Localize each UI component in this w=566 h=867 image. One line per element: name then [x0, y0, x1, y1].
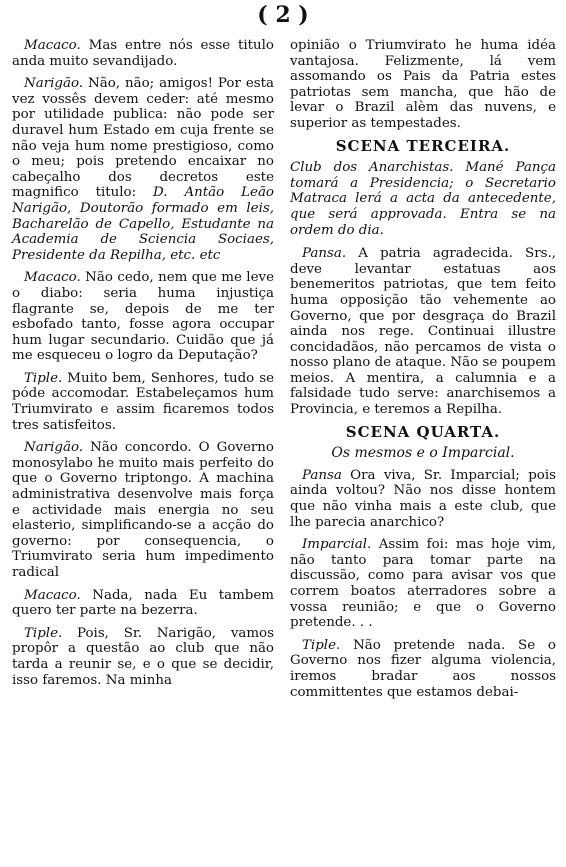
speaker-name: Tiple. — [24, 625, 63, 641]
scene-heading-quarta: SCENA QUARTA. — [345, 422, 501, 441]
paragraph-tiple-2 — [12, 626, 274, 688]
paragraph-pansa-2 — [290, 468, 556, 530]
speech-text: Assim foi: mas hoje vim, não tanto para tomar parte na discussão, como para avisar vos que correm boatos aterradores sobre a vossa reunião; e que o Governo pretende. . . — [290, 537, 556, 631]
scene-subheading: Os mesmos e o Imparcial. — [331, 445, 515, 462]
paragraph-continuation: opinião o Triumvirato he huma idéa vantajosa. Felizmente, lá vem assomando os Pais da Patria estes patriotas sem mancha, que hão de levar o Brazil alèm das nuvens, e superior as tempestades. — [290, 38, 556, 131]
speaker-name: Macaco. — [24, 38, 81, 53]
speech-text: Mas entre nós esse titulo anda muito sevandijado. — [12, 38, 274, 69]
speaker-name: Pansa. — [302, 246, 347, 262]
speaker-name: Narigão. — [24, 440, 84, 456]
paragraph-pansa-1 — [290, 246, 556, 418]
speech-text: Não cedo, nem que me leve o diabo: seria huma injustiça flagrante se, depois de me ter esbofado tanto, fosse agora occupar hum lugar secundario. Cuidão que já me esqueceu o logro da Deputação? — [12, 270, 274, 364]
paragraph-tiple-3 — [290, 638, 556, 700]
speaker-name: Macaco. — [24, 587, 81, 603]
speaker-name: Tiple. — [302, 637, 341, 653]
speech-text: Pois, Sr. Narigão, vamos propôr a questão ao club que não tarda a reunir se, e o que se decidir, isso faremos. Na minha — [12, 625, 274, 688]
stage-direction: Club dos Anarchistas. Mané Pança tomará a Presidencia; o Secretario Matraca lerá a acta da antecedente, que será approvada. Entra se na ordem do dia. — [290, 160, 556, 238]
paragraph-macaco-1 — [12, 38, 274, 69]
speech-text: A patria agradecida. Srs., deve levantar estatuas aos benemeritos patriotas, que tem feito huma opposição tão vehemente ao Governo, que por desgraça do Brazil ainda nos rege. Continuai illustre concidadãos, não percamos de vista o nosso plano de ataque. Não se poupem meios. A mentira, a calumnia e a falsidade tudo serve: anarchisemos a Provincia, e teremos a Repilha. — [290, 246, 556, 418]
speaker-name: Macaco. — [24, 270, 81, 286]
speaker-name: Imparcial. — [302, 537, 372, 553]
paragraph-imparcial — [290, 537, 556, 631]
scene-heading-terceira: SCENA TERCEIRA. — [335, 136, 511, 155]
right-column — [290, 38, 556, 707]
left-column — [12, 38, 274, 695]
speaker-name: Tiple. — [24, 370, 63, 386]
speech-text: Não concordo. O Governo monosylabo he muito mais perfeito do que o Governo triptongo. A machina administrativa desenvolve mais força e actividade mais energia no seu elasterio, simplificando-se a acção do governo: por consequencia, o Triumvirato seria hum impedimento radical — [12, 440, 274, 580]
speech-text: Nada, nada Eu tambem quero ter parte na bezerra. — [12, 587, 274, 619]
speech-text: Não pretende nada. Se o Governo nos fizer alguma violencia, iremos bradar aos nossos committentes que estamos debai- — [290, 637, 556, 700]
speech-text: Muito bem, Senhores, tudo se póde accomodar. Estabeleçamos hum Triumvirato e assim ficaremos todos tres satisfeitos. — [12, 370, 274, 433]
title-italic: D. Antão Leão Narigão, Doutorão formado em leis, Bacharelão de Capello, Estudante na Academia de Sciencia Sociaes, Presidente da Repilha, etc. etc — [12, 185, 274, 263]
paragraph-tiple-1 — [12, 371, 274, 433]
speech-text: Não, não; amigos! Por esta vez vossês devem ceder: até mesmo por utilidade publica: não pode ser duravel hum Estado em cuja frente se não veja hum nome prestigioso, como o meu; pois pretendo encaixar no cabeçalho dos decretos este magnifico titulo: — [12, 76, 274, 201]
paragraph-narigao-1 — [12, 76, 274, 263]
paragraph-macaco-3 — [12, 588, 274, 619]
speech-text: Ora viva, Sr. Imparcial; pois ainda voltou? Não nos disse hontem que não vinha mais a este club, que lhe parecia anarchico? — [290, 467, 556, 530]
paragraph-macaco-2 — [12, 270, 274, 364]
speaker-name: Narigão. — [24, 76, 84, 92]
paragraph-narigao-2 — [12, 440, 274, 580]
speaker-name: Pansa — [302, 467, 342, 483]
page-number: ( 2 ) — [257, 2, 309, 28]
